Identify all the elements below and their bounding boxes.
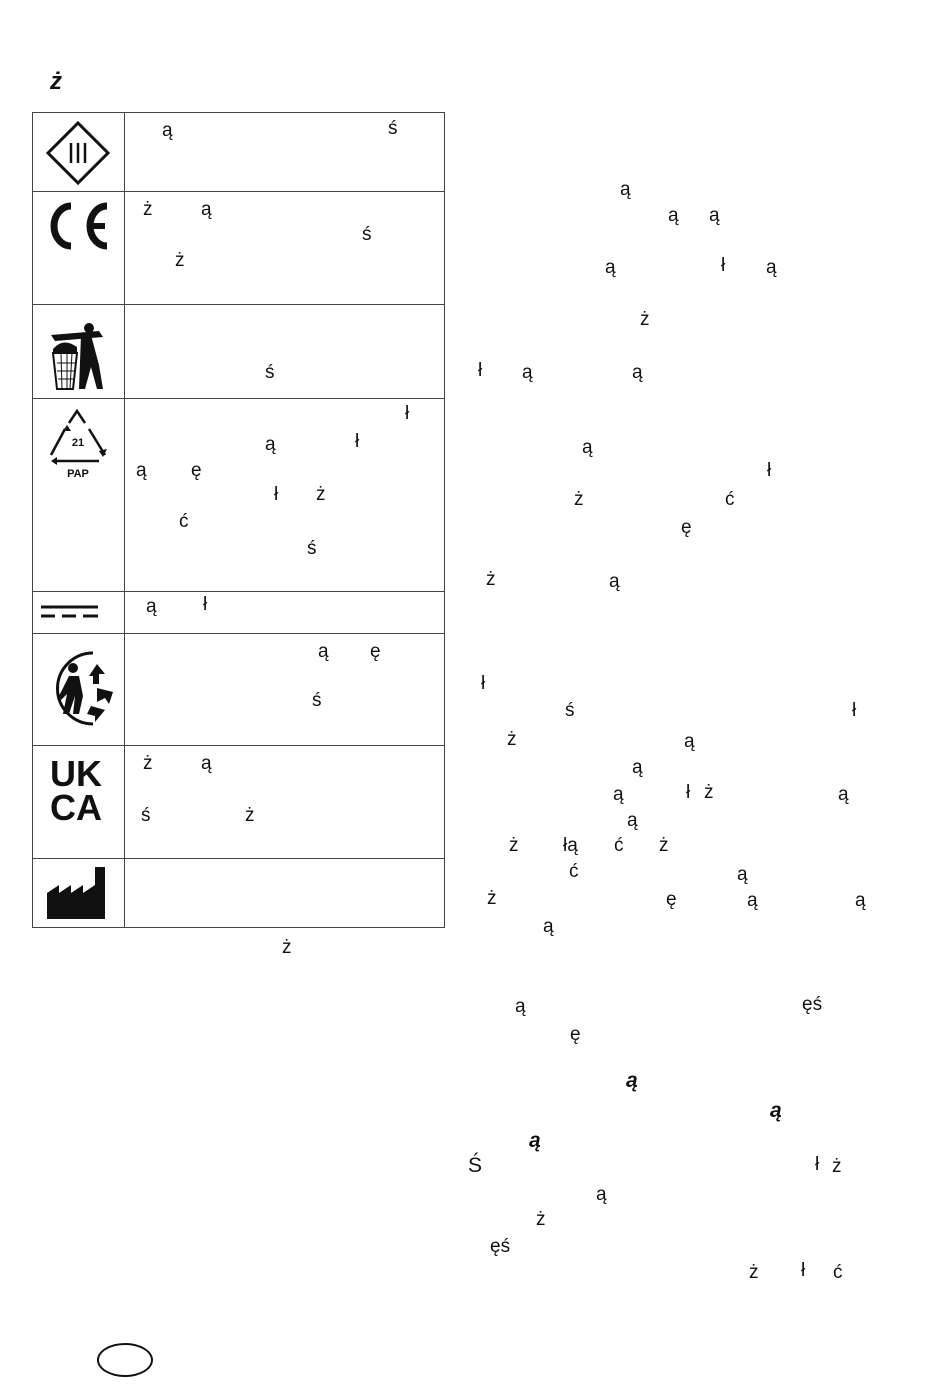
glyph: ą — [136, 460, 147, 481]
glyph: Ś — [468, 1154, 483, 1177]
glyph: ż — [245, 805, 255, 826]
ukca-mark-icon — [33, 746, 124, 858]
protection-class-iii-icon — [33, 113, 124, 191]
glyph: ż — [832, 1156, 842, 1177]
recycle-code: 21 — [71, 437, 85, 449]
glyph: ą — [747, 890, 758, 911]
text-cell — [125, 634, 445, 746]
glyph: ć — [179, 511, 189, 532]
icon-cell — [33, 746, 125, 859]
glyph: ą — [632, 362, 643, 383]
icon-cell — [33, 113, 125, 192]
glyph: ć — [833, 1262, 843, 1283]
glyph: ą — [162, 120, 173, 141]
glyph: ą — [737, 864, 748, 885]
glyph: ą — [684, 731, 695, 752]
recycling-pap21-icon — [33, 399, 124, 591]
glyph: ą — [515, 996, 526, 1017]
icon-cell — [33, 305, 125, 399]
glyph: ż — [507, 729, 517, 750]
glyph: ą — [668, 205, 679, 226]
glyph: ą — [613, 784, 624, 805]
icon-cell — [33, 634, 125, 746]
glyph: ł — [801, 1260, 806, 1281]
glyph: ę — [570, 1024, 581, 1045]
glyph: ż — [659, 835, 669, 856]
glyph: ą — [201, 199, 212, 220]
manufacturer-icon — [33, 859, 124, 927]
glyph: ą — [709, 205, 720, 226]
glyph: ś — [312, 690, 322, 711]
text-cell — [125, 305, 445, 399]
glyph: ą — [627, 810, 638, 831]
glyph: ą — [582, 437, 593, 458]
glyph: ą — [855, 890, 866, 911]
glyph: ą — [620, 179, 631, 200]
glyph: ę — [666, 889, 677, 910]
glyph: ł — [767, 460, 772, 481]
direct-current-icon — [33, 592, 124, 633]
icon-cell — [33, 859, 125, 928]
glyph: ś — [141, 805, 151, 826]
glyph: ż — [536, 1209, 546, 1230]
ukca-bottom: CA — [50, 787, 102, 828]
text-cell — [125, 399, 445, 592]
bold-glyph: ą — [626, 1069, 638, 1092]
triman-icon — [33, 634, 124, 745]
glyph: ą — [596, 1184, 607, 1205]
glyph: łą — [563, 835, 578, 856]
glyph: ż — [143, 199, 153, 220]
glyph: ęś — [802, 994, 823, 1015]
symbols-table — [32, 112, 445, 928]
glyph: ł — [405, 403, 410, 424]
glyph: ęś — [490, 1236, 511, 1257]
glyph: ż — [143, 753, 153, 774]
language-badge-outline — [97, 1343, 153, 1377]
table-row — [33, 634, 445, 746]
table-row — [33, 113, 445, 192]
glyph: ż — [574, 489, 584, 510]
glyph: ż — [704, 782, 714, 803]
glyph: ś — [307, 538, 317, 559]
icon-cell — [33, 192, 125, 305]
glyph: ż — [487, 888, 497, 909]
glyph: ć — [725, 489, 735, 510]
glyph: ą — [632, 757, 643, 778]
glyph: ą — [543, 916, 554, 937]
glyph: ż — [486, 569, 496, 590]
weee-bin-icon — [33, 305, 124, 398]
section-heading: ż — [50, 68, 62, 95]
glyph: ę — [681, 517, 692, 538]
glyph: ł — [478, 360, 483, 381]
recycle-label: PAP — [67, 468, 89, 480]
table-row — [33, 859, 445, 928]
glyph: ą — [605, 257, 616, 278]
text-cell — [125, 859, 445, 928]
text-cell — [125, 113, 445, 192]
ce-mark-icon — [33, 192, 124, 304]
glyph: ł — [481, 673, 486, 694]
icon-cell — [33, 592, 125, 634]
glyph: ą — [609, 571, 620, 592]
glyph: ą — [766, 257, 777, 278]
glyph: ę — [191, 460, 202, 481]
glyph: ś — [265, 362, 275, 383]
text-cell — [125, 592, 445, 634]
glyph: ę — [370, 641, 381, 662]
ukca-top: UK — [50, 753, 102, 794]
glyph: ż — [640, 309, 650, 330]
table-row — [33, 399, 445, 592]
glyph: ć — [569, 861, 579, 882]
glyph: ą — [265, 434, 276, 455]
glyph: ć — [614, 835, 624, 856]
table-row — [33, 592, 445, 634]
glyph: ł — [203, 594, 208, 615]
glyph: ą — [318, 641, 329, 662]
bold-glyph: ą — [529, 1129, 541, 1152]
glyph: ż — [509, 835, 519, 856]
glyph: ą — [201, 753, 212, 774]
table-row — [33, 192, 445, 305]
glyph: ł — [721, 255, 726, 276]
text-cell — [125, 746, 445, 859]
glyph: ś — [362, 224, 372, 245]
glyph: ż — [175, 250, 185, 271]
glyph: ż — [749, 1262, 759, 1283]
glyph: ś — [565, 700, 575, 721]
glyph: ą — [146, 596, 157, 617]
glyph: ż — [316, 484, 326, 505]
glyph: ł — [355, 431, 360, 452]
table-footnote: ż — [282, 937, 292, 958]
glyph: ł — [815, 1154, 820, 1175]
glyph: ą — [838, 784, 849, 805]
table-row — [33, 305, 445, 399]
bold-glyph: ą — [770, 1099, 782, 1122]
glyph: ł — [686, 782, 691, 803]
glyph: ś — [388, 118, 398, 139]
glyph: ą — [522, 362, 533, 383]
table-row — [33, 746, 445, 859]
icon-cell — [33, 399, 125, 592]
text-cell — [125, 192, 445, 305]
glyph: ł — [852, 700, 857, 721]
glyph: ł — [274, 484, 279, 505]
